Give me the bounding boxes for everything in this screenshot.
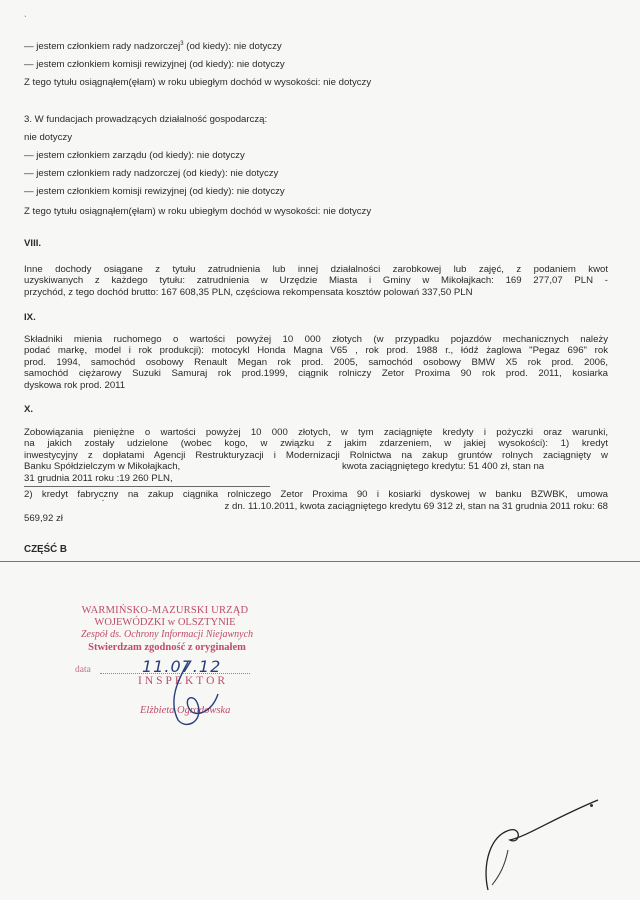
bank-name: Banku Spółdzielczym w Mikołajkach, [24,461,181,472]
section-ix-heading: IX. [24,312,36,323]
text-line: samochód ciężarowy Suzuki Samuraj rok prod.1999, ciągnik rolniczy Zetor Proxima 90 rok prod. 2011, kosiarka [24,368,608,380]
supervisory-board-value: (od kiedy): nie dotyczy [183,41,282,52]
stamp-role: INSPEKTOR [138,675,229,687]
section-viii-body [24,264,608,298]
footnote-ref: 3 [180,40,184,47]
loan-amount: kwota zaciągniętego kredytu: 51 400 zł, stan na [342,461,545,472]
text-line: Zobowiązania pieniężne o wartości powyżej 10 000 złotych, w tym zaciągnięte kredyty i pożyczki oraz warunki, [24,427,608,438]
text-line: 2) kredyt fabryczny na zakup ciągnika rolniczego Zetor Proxima 90 i kosiarki dyskowej w banku BZWBK, umowa [24,489,608,500]
stray-mark: ` [24,15,27,24]
text-line: na jakich zostały udzielone (wobec kogo, w związku z jakim zdarzeniem, w jakiej wysokości): 1) kredyt [24,438,608,450]
section-3-heading: 3. W fundacjach prowadzących działalność gospodarczą: [24,114,268,125]
loan-balance: 31 grudnia 2011 roku :19 260 PLN, [24,473,173,484]
stamp-date-label: data [75,665,91,675]
text-line: przychód, z tego dochód brutto: 167 608,35 PLN, częściowa rekompensata kosztów polowań 337,50 PLN [24,286,473,298]
handwritten-date: 11.07.12 [142,657,222,676]
supervisory-board-text: — jestem członkiem rady nadzorczej [24,41,181,52]
ink-dot [590,804,593,807]
stamp-line: WARMIŃSKO-MAZURSKI URZĄD [81,605,249,616]
text-line: uzyskiwanych z każdego tytułu: zatrudnienia w Urzędzie Miasta i Gminy w Mikołajkach: 169 277,07 PLN - [24,275,608,287]
text-line: dyskowa rok prod. 2011 [24,379,126,391]
section-viii-heading: VIII. [24,238,42,249]
text-line: Składniki mienia ruchomego o wartości powyżej 10 000 złotych (w przypadku pojazdów mechanicznych należy [24,334,608,345]
section-x-body [24,427,608,461]
factory-loan-terms: z dn. 11.10.2011, kwota zaciągniętego kredytu 69 312 zł, stan na 31 grudnia 2011 roku: 68 [224,501,608,512]
income-line: Z tego tytułu osiągnąłem(ęłam) w roku ubiegłym dochód w wysokości: nie dotyczy [24,77,372,88]
section-3-line: — jestem członkiem zarządu (od kiedy): nie dotyczy [24,150,245,161]
certification-stamp [60,605,280,725]
text-line: Inne dochody osiągane z tytułu zatrudnienia lub innej działalności zarobkowej lub zajęć, z podaniem kwot [24,264,608,275]
stamp-line: Zespół ds. Ochrony Informacji Niejawnych [80,629,254,640]
signature-icon [470,795,610,895]
audit-committee-line: — jestem członkiem komisji rewizyjnej (od kiedy): nie dotyczy [24,59,285,70]
section-3-line: — jestem członkiem rady nadzorczej (od kiedy): nie dotyczy [24,168,279,179]
factory-loan-balance: 569,92 zł [24,513,63,524]
section-3-line: nie dotyczy [24,132,72,143]
factory-loan [24,489,608,500]
part-b-rule [0,561,640,562]
section-3-line: Z tego tytułu osiągnąłem(ęłam) w roku ubiegłym dochód w wysokości: nie dotyczy [24,206,372,217]
signature-icon [168,660,228,730]
text-line: podać markę, model i rok produkcji): motocykl Honda Magna V65 , rok prod. 1988 r., łódź żaglowa "Pegaz 696" rok [24,345,608,357]
section-3-line: — jestem członkiem komisji rewizyjnej (od kiedy): nie dotyczy [24,186,285,197]
text-line: inwestycyjny z dopłatami Agencji Restrukturyzacji i Modernizacji Rolnictwa na zakup gruntów rolnych zaciągnięty w [24,449,608,461]
section-x-heading: X. [24,404,34,415]
stamp-line: WOJEWÓDZKI w OLSZTYNIE [94,617,236,628]
stamp-name: Elżbieta Ogrodowska [140,705,231,716]
stamp-line: Stwierdzam zgodność z oryginałem [88,642,246,653]
supervisory-board-line [24,41,282,53]
text-line: prod. 1994, samochód osobowy Renault Megan rok prod. 2005, samochód osobowy BMW X5 rok prod. 2006, [24,356,608,368]
underline [24,486,270,487]
part-b-heading: CZĘŚĆ B [24,544,68,555]
section-ix-body [24,334,608,391]
